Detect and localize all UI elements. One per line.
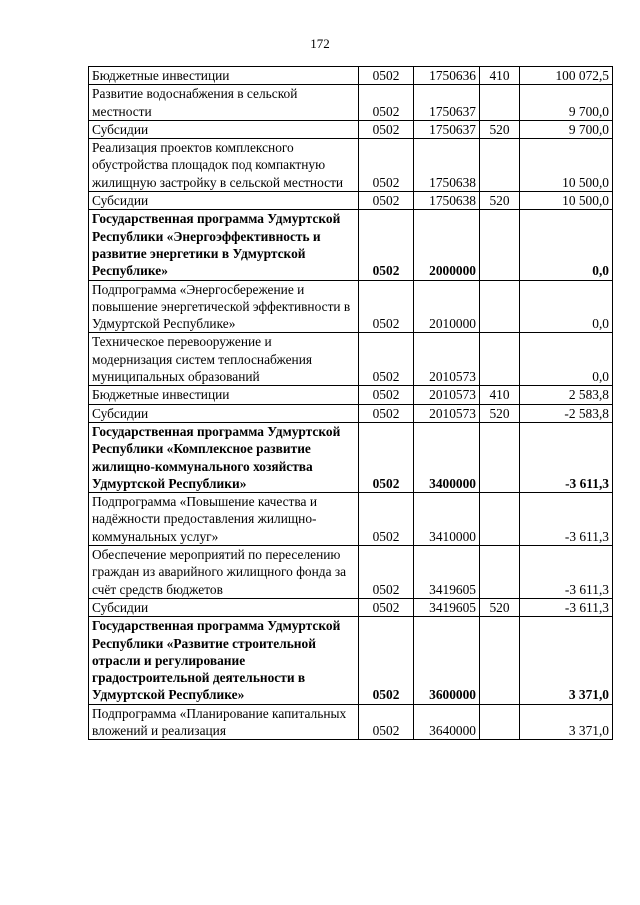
row-name-cell: Бюджетные инвестиции xyxy=(89,386,359,404)
row-name-cell: Подпрограмма «Повышение качества и надёжности предоставления жилищно-коммунальных услуг» xyxy=(89,493,359,546)
amount-cell: 10 500,0 xyxy=(520,192,613,210)
amount-cell: -3 611,3 xyxy=(520,422,613,492)
section-code-cell: 0502 xyxy=(359,386,414,404)
program-row xyxy=(89,422,613,492)
table-row xyxy=(89,192,613,210)
amount-cell: -2 583,8 xyxy=(520,404,613,422)
target-article-cell: 1750637 xyxy=(414,85,480,121)
section-code-cell: 0502 xyxy=(359,139,414,192)
expense-type-cell xyxy=(480,139,520,192)
section-code-cell: 0502 xyxy=(359,598,414,616)
section-code-cell: 0502 xyxy=(359,280,414,333)
row-name-cell: Подпрограмма «Энергосбережение и повышение энергетической эффективности в Удмуртской Республике» xyxy=(89,280,359,333)
expense-type-cell: 410 xyxy=(480,386,520,404)
page-number: 172 xyxy=(310,36,330,51)
expense-type-cell: 520 xyxy=(480,404,520,422)
target-article-cell: 3419605 xyxy=(414,598,480,616)
expense-type-cell xyxy=(480,280,520,333)
section-code-cell: 0502 xyxy=(359,210,414,280)
amount-cell: 3 371,0 xyxy=(520,617,613,704)
target-article-cell: 3600000 xyxy=(414,617,480,704)
target-article-cell: 2010573 xyxy=(414,404,480,422)
row-name-cell: Подпрограмма «Планирование капитальных вложений и реализация xyxy=(89,704,359,740)
section-code-cell: 0502 xyxy=(359,85,414,121)
expense-type-cell xyxy=(480,493,520,546)
table-row xyxy=(89,280,613,333)
amount-cell: 9 700,0 xyxy=(520,85,613,121)
row-name-cell: Субсидии xyxy=(89,404,359,422)
target-article-cell: 3419605 xyxy=(414,546,480,599)
target-article-cell: 1750637 xyxy=(414,120,480,138)
target-article-cell: 2010573 xyxy=(414,333,480,386)
program-row xyxy=(89,210,613,280)
row-name-cell: Субсидии xyxy=(89,120,359,138)
expense-type-cell: 520 xyxy=(480,120,520,138)
target-article-cell: 1750638 xyxy=(414,192,480,210)
target-article-cell: 3640000 xyxy=(414,704,480,740)
amount-cell: 0,0 xyxy=(520,210,613,280)
expense-type-cell: 410 xyxy=(480,67,520,85)
expense-type-cell: 520 xyxy=(480,598,520,616)
row-name-cell: Бюджетные инвестиции xyxy=(89,67,359,85)
target-article-cell: 2000000 xyxy=(414,210,480,280)
table-row xyxy=(89,598,613,616)
budget-table-body xyxy=(89,67,613,740)
section-code-cell: 0502 xyxy=(359,192,414,210)
section-code-cell: 0502 xyxy=(359,546,414,599)
table-row xyxy=(89,85,613,121)
expense-type-cell xyxy=(480,704,520,740)
expense-type-cell: 520 xyxy=(480,192,520,210)
amount-cell: -3 611,3 xyxy=(520,493,613,546)
program-row xyxy=(89,617,613,704)
section-code-cell: 0502 xyxy=(359,120,414,138)
section-code-cell: 0502 xyxy=(359,617,414,704)
table-row xyxy=(89,493,613,546)
row-name-cell: Государственная программа Удмуртской Республики «Энергоэффективность и развитие энергетики в Удмуртской Республике» xyxy=(89,210,359,280)
section-code-cell: 0502 xyxy=(359,67,414,85)
row-name-cell: Реализация проектов комплексного обустройства площадок под компактную жилищную застройку в сельской местности xyxy=(89,139,359,192)
target-article-cell: 3400000 xyxy=(414,422,480,492)
amount-cell: -3 611,3 xyxy=(520,598,613,616)
amount-cell: 9 700,0 xyxy=(520,120,613,138)
amount-cell: -3 611,3 xyxy=(520,546,613,599)
table-row xyxy=(89,386,613,404)
row-name-cell: Государственная программа Удмуртской Республики «Развитие строительной отрасли и регулирование градостроительной деятельности в Удмуртской Республике» xyxy=(89,617,359,704)
table-row xyxy=(89,704,613,740)
table-row xyxy=(89,404,613,422)
target-article-cell: 1750638 xyxy=(414,139,480,192)
row-name-cell: Субсидии xyxy=(89,192,359,210)
budget-table xyxy=(88,66,613,740)
section-code-cell: 0502 xyxy=(359,422,414,492)
table-row xyxy=(89,120,613,138)
table-row xyxy=(89,333,613,386)
row-name-cell: Государственная программа Удмуртской Республики «Комплексное развитие жилищно-коммунального хозяйства Удмуртской Республики» xyxy=(89,422,359,492)
amount-cell: 0,0 xyxy=(520,333,613,386)
expense-type-cell xyxy=(480,333,520,386)
target-article-cell: 2010000 xyxy=(414,280,480,333)
section-code-cell: 0502 xyxy=(359,493,414,546)
expense-type-cell xyxy=(480,546,520,599)
section-code-cell: 0502 xyxy=(359,704,414,740)
row-name-cell: Обеспечение мероприятий по переселению граждан из аварийного жилищного фонда за счёт средств бюджетов xyxy=(89,546,359,599)
amount-cell: 2 583,8 xyxy=(520,386,613,404)
section-code-cell: 0502 xyxy=(359,333,414,386)
expense-type-cell xyxy=(480,210,520,280)
amount-cell: 3 371,0 xyxy=(520,704,613,740)
target-article-cell: 2010573 xyxy=(414,386,480,404)
expense-type-cell xyxy=(480,422,520,492)
table-row xyxy=(89,139,613,192)
table-row xyxy=(89,67,613,85)
amount-cell: 0,0 xyxy=(520,280,613,333)
row-name-cell: Субсидии xyxy=(89,598,359,616)
target-article-cell: 1750636 xyxy=(414,67,480,85)
section-code-cell: 0502 xyxy=(359,404,414,422)
amount-cell: 10 500,0 xyxy=(520,139,613,192)
row-name-cell: Развитие водоснабжения в сельской местности xyxy=(89,85,359,121)
table-row xyxy=(89,546,613,599)
expense-type-cell xyxy=(480,617,520,704)
row-name-cell: Техническое перевооружение и модернизация систем теплоснабжения муниципальных образований xyxy=(89,333,359,386)
expense-type-cell xyxy=(480,85,520,121)
amount-cell: 100 072,5 xyxy=(520,67,613,85)
target-article-cell: 3410000 xyxy=(414,493,480,546)
